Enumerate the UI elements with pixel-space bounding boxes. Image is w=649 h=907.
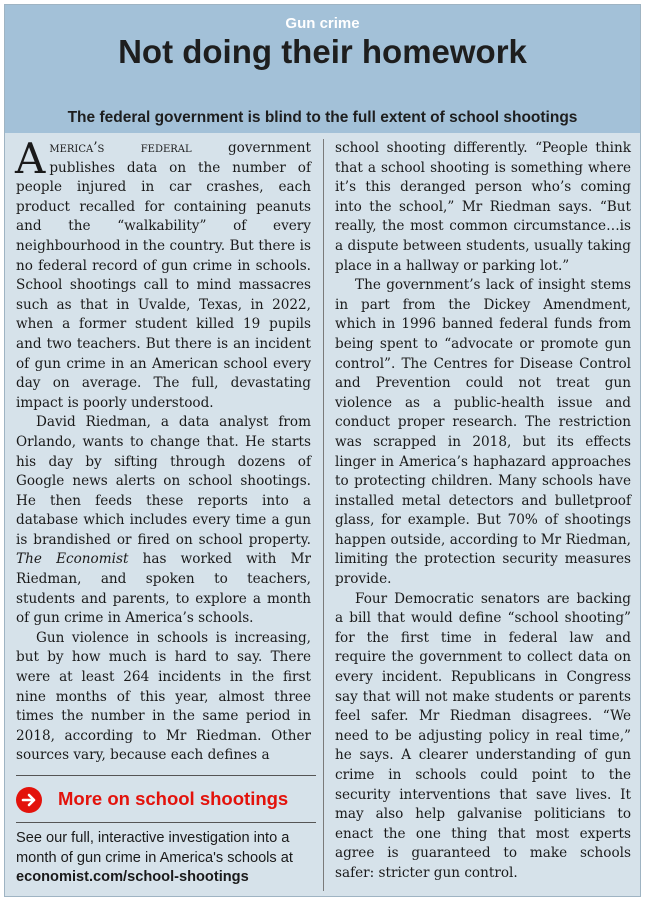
paragraph-1-text: government publishes data on the number of people injured in car crashes, each product recalled for containing peanuts and the “walkability” of every neighbourhood in the country. But there is no federal record of gun crime in schools. School shootings call to mind massacres such as that in Uvalde, Texas, in 2022, when a former student killed 19 pupils and two teachers. But there is an incident of gun crime in an American school every day on average. The full, devastating impact is poorly understood. xyxy=(16,140,311,411)
paragraph-2-text-a: David Riedman, a data analyst from Orlando, wants to change that. He starts his day by sifting through dozens of Google news alerts on school shootings. He then feeds these reports into a database which includes every time a gun is brandished or fired on school property. xyxy=(16,414,311,548)
left-column xyxy=(15,134,311,766)
arrow-right-icon xyxy=(16,787,42,813)
publication-name: The Economist xyxy=(16,551,129,568)
paragraph-4: The government’s lack of insight stems in part from the Dickey Amendment, which in 1996 banned federal funds from being spent to “advocate or promote gun control”. The Centres for Disease Control and Prevention could not treat gun violence as a public-health issue and conduct proper research. The restriction was scrapped in 2018, but its effects linger in America’s haphazard approaches to protecting children. Many schools have installed metal detectors and bulletproof glass, for example. But 70% of shootings happen outside, according to Mr Riedman, limiting the protection security measures provide. xyxy=(335,277,631,588)
drop-cap: A xyxy=(15,134,46,183)
promo-blurb-text: See our full, interactive investigation into a month of gun crime in America's schools at xyxy=(16,830,293,866)
paragraph-3: Gun violence in schools is increasing, but by how much is hard to say. There were at least 264 incidents in the first nine months of this year, almost three times the number in the same period in 2018, according to Mr Riedman. Other sources vary, because each defines a xyxy=(16,629,311,764)
promo-url-link[interactable]: economist.com/school-shootings xyxy=(16,869,249,885)
paragraph-2-text-b: has worked with Mr Riedman, and spoken to teachers, students and parents, to explore a month of gun crime in America’s schools. xyxy=(16,551,311,627)
headline: Not doing their homework xyxy=(118,33,527,70)
promo-blurb xyxy=(16,829,321,888)
promo-label[interactable]: More on school shootings xyxy=(58,788,289,809)
article-panel xyxy=(4,4,641,897)
column-divider xyxy=(323,139,324,891)
paragraph-3-continued: school shooting differently. “People think that a school shooting is something where it’s this deranged person who’s coming into the school,” Mr Riedman says. “But really, the most common circumstance…is a dispute between students, usually taking place in a hallway or parking lot.” xyxy=(335,140,631,274)
header-band xyxy=(5,5,640,133)
more-on-school-shootings-link[interactable] xyxy=(16,787,316,813)
right-column xyxy=(335,139,631,884)
promo-top-rule xyxy=(16,775,316,776)
promo-bottom-rule xyxy=(16,822,316,823)
paragraph-5: Four Democratic senators are backing a bill that would define “school shooting” for the first time in federal law and require the government to collect data on every incident. Republicans in Congress say that will not make students or parents feel safer. Mr Riedman disagrees. “We need to be adjusting policy in real time,” he says. A clearer understanding of gun crime in schools could point to the security interventions that save lives. It may also help galvanise politicians to enact the one thing that most experts agree is guaranteed to make schools safer: stricter gun control. xyxy=(335,590,631,881)
paragraph-2 xyxy=(16,413,311,629)
section-kicker: Gun crime xyxy=(285,15,360,32)
paragraph-1 xyxy=(15,134,311,413)
lead-in: merica’s federal xyxy=(49,140,192,156)
subheadline: The federal government is blind to the full extent of school shootings xyxy=(67,109,578,126)
